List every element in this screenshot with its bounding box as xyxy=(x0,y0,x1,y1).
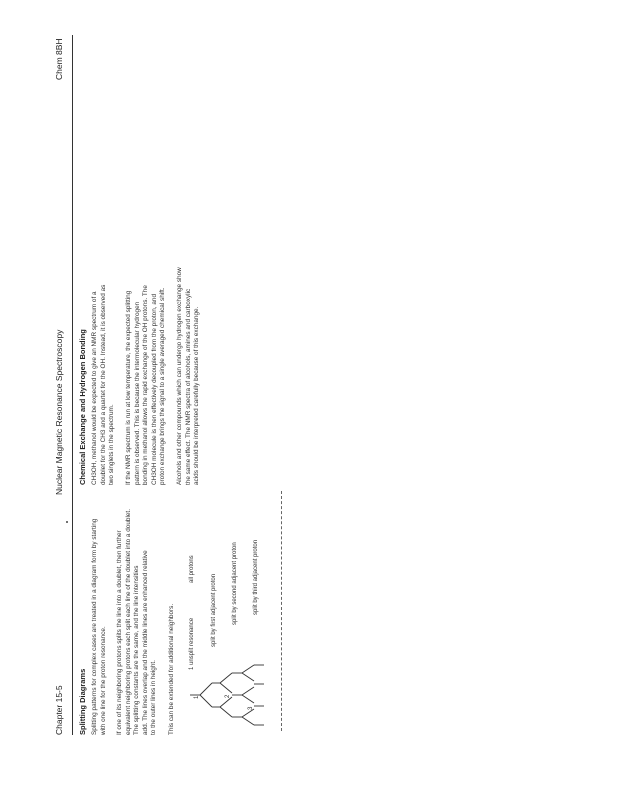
splitting-paragraph-2: If one of its neighboring protons splits the line into a doublet, then further equivalent neighboring protons each split each line of the doublet into a doublet. The splitting constants are the same, and the line intensities add. The lines overlap and the middle lines are enhanced relative to the outer lines in height. xyxy=(116,509,158,735)
tree-branch xyxy=(220,683,232,693)
section-heading-exchange: Chemical Exchange and Hydrogen Bonding xyxy=(78,329,87,485)
tree-branch xyxy=(242,709,254,717)
diagram-label-top-right: all protons xyxy=(189,555,195,583)
page-title: Nuclear Magnetic Resonance Spectroscopy xyxy=(54,329,64,495)
tree-branch xyxy=(220,697,232,707)
section-divider xyxy=(281,491,282,731)
exchange-paragraph-3: Alcohols and other compounds which can undergo hydrogen exchange show the same effect. The NMR spectra of alcohols, amines and carboxylic acids should be interpreted carefully because of this exchange. xyxy=(176,267,201,485)
tree-branch xyxy=(242,687,254,695)
diagram-number-3: 3 xyxy=(248,706,254,710)
diagram-number-1: 1 xyxy=(194,695,200,699)
page-reference: Chem 8BH xyxy=(54,38,64,80)
diagram-label-row1: split by first adjacent proton xyxy=(211,573,217,647)
tree-branch xyxy=(200,695,212,707)
diagram-label-row2: split by second adjacent proton xyxy=(232,542,238,625)
tree-branch xyxy=(242,695,254,703)
rotated-page xyxy=(50,35,295,735)
tree-branch xyxy=(200,683,212,695)
splitting-paragraph-1: Splitting patterns for complex cases are treated in a diagram form by starting with one line for the proton resonance. xyxy=(91,518,107,735)
tree-branch xyxy=(242,665,254,673)
tree-branch xyxy=(220,707,232,717)
diagram-number-2: 2 xyxy=(225,694,231,698)
tree-branch xyxy=(242,673,254,681)
splitting-paragraph-3: This can be extended for additional neighbors. xyxy=(168,603,175,735)
diagram-label-row3: split by third adjacent proton xyxy=(253,539,259,615)
tree-branch xyxy=(242,717,254,725)
exchange-paragraph-1: CH3OH, methanol would be expected to give an NMR spectrum of a doublet for the CH3 and a quartet for the OH. Instead, it is observed as two singlets in the spectrum. xyxy=(91,284,116,485)
chapter-label: Chapter 15-5 xyxy=(54,685,64,735)
diagram-label-top-left: 1 unsplit resonance xyxy=(189,617,195,670)
section-heading-splitting: Splitting Diagrams xyxy=(78,668,87,735)
exchange-paragraph-2: If the NMR spectrum is run at low temperature, the expected splitting pattern is observed. This is because the intermolecular hydrogen bonding in methanol allows the rapid exchange of the OH protons. The CH3OH molecule is then effectively decoupled from the proton, and proton exchange brings the signal to a single averaged chemical shift. xyxy=(125,285,167,485)
stray-dot xyxy=(66,521,68,523)
tree-branch xyxy=(220,673,232,683)
